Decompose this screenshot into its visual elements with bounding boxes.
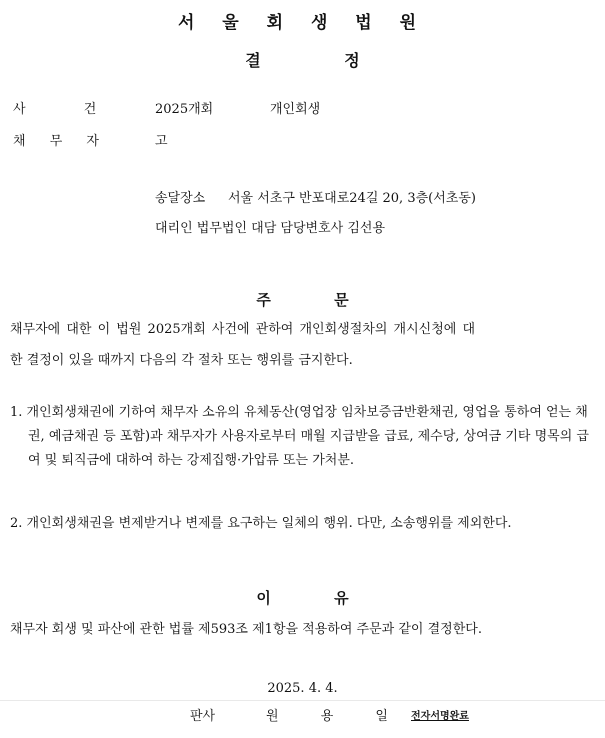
order-intro-line-2: 한 결정이 있을 때까지 다음의 각 절차 또는 행위를 금지한다.	[10, 353, 353, 368]
document-type-title: 결 정	[245, 51, 360, 70]
service-address-label: 송달장소	[155, 191, 206, 206]
reason-section-title: 이 유	[256, 589, 349, 607]
case-label: 사 건	[13, 102, 97, 117]
order-item-1: 1. 개인회생채권에 기하여 채무자 소유의 유체동산(영업장 임차보증금반환채권, 영업을 통하여 얻는 채권, 예금채권 등 포함)과 채무자가 사용자로부터 매월 지급받을 급료, 제수당, 상여금 기타 명목의 급여 및 퇴직금에 대하여 하는 강제집행·가압류 또는 가처분.	[10, 405, 589, 468]
debtor-name: 고	[155, 134, 168, 149]
order-intro-line-1: 채무자에 대한 이 법원 2025개회 사건에 관하여 개인회생절차의 개시신청에 대	[10, 322, 476, 337]
judge-title: 판사	[190, 709, 216, 724]
reason-text: 채무자 회생 및 파산에 관한 법률 제593조 제1항을 적용하여 주문과 같이 결정한다.	[10, 622, 482, 637]
e-signature-badge: 전자서명완료	[411, 711, 469, 722]
case-number: 2025개회	[155, 102, 214, 117]
footer-divider	[0, 700, 605, 701]
decision-date: 2025. 4. 4.	[267, 681, 338, 696]
order-intro	[10, 314, 595, 376]
judge-name: 원 용 일	[266, 709, 407, 724]
court-name: 서 울 회 생 법 원	[177, 13, 428, 33]
order-section-title: 주 문	[256, 291, 349, 309]
service-address: 서울 서초구 반포대로24길 20, 3층(서초동)	[228, 191, 476, 206]
order-item-2: 2. 개인회생채권을 변제받거나 변제를 요구하는 일체의 행위. 다만, 소송행위를 제외한다.	[10, 516, 512, 531]
case-name: 개인회생	[270, 102, 321, 117]
debtor-label: 채 무 자	[13, 134, 99, 149]
legal-agent: 대리인 법무법인 대담 담당변호사 김선용	[155, 221, 386, 236]
